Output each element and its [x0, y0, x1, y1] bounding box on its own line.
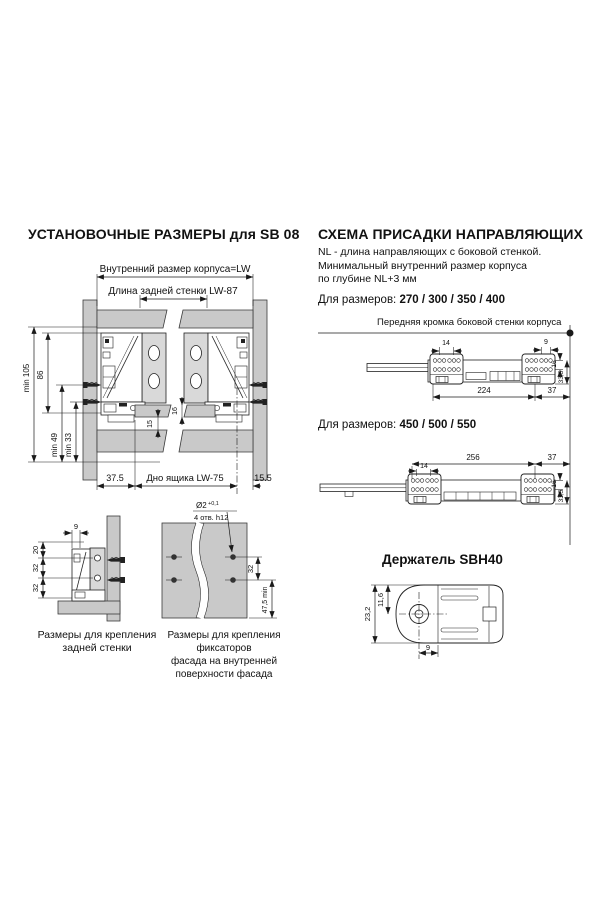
callout-holes: 4 отв. h12: [194, 513, 229, 522]
dim-back-32-lower: 32: [31, 583, 40, 593]
dim-facade-32: 32: [246, 564, 255, 574]
facade-fixing-drawing: [162, 501, 277, 618]
dim-min-49: min 49: [50, 432, 59, 458]
dim-15: 15: [147, 420, 154, 428]
holder-dim-9: 9: [425, 643, 431, 652]
front-edge-label: Передняя кромка боковой стенки корпуса: [377, 317, 562, 328]
callout-diameter: Ø2: [196, 501, 207, 510]
dim-min-33: min 33: [64, 432, 73, 458]
sizes-small-label: Для размеров:: [318, 294, 397, 306]
rail-large-dim-14: 14: [420, 463, 428, 470]
dim-37-5: 37.5: [106, 473, 124, 483]
dim-min-105: min 105: [22, 363, 31, 393]
right-section-title: СХЕМА ПРИСАДКИ НАПРАВЛЯЮЩИХ: [318, 226, 584, 242]
dim-inner-width: Внутренний размер корпуса=LW: [99, 264, 251, 275]
holder-dim-23-2: 23,2: [363, 606, 372, 622]
dim-16: 16: [172, 407, 179, 415]
callout-tolerance: +0,1: [208, 501, 219, 507]
holder-title: Держатель SBH40: [382, 552, 503, 567]
rail-small-dim-14: 14: [442, 340, 450, 347]
holder-drawing: [363, 585, 503, 659]
dim-back-9: 9: [73, 522, 79, 531]
rail-small-dim-224: 224: [477, 386, 491, 395]
rail-small-dim-37: 37: [547, 386, 557, 395]
back-wall-caption-line1: Размеры для крепления: [37, 629, 157, 641]
back-wall-caption-line2: задней стенки: [62, 642, 132, 654]
left-section-title: УСТАНОВОЧНЫЕ РАЗМЕРЫ для SB 08: [28, 226, 300, 242]
note-line-2: Минимальный внутренний размер корпуса: [318, 259, 527, 272]
main-cross-section-drawing: [22, 264, 272, 494]
dim-drawer-bottom: Дно ящика LW-75: [146, 473, 224, 484]
note-line-1: NL - длина направляющих с боковой стенкой.: [318, 246, 542, 258]
rail-small-drawing: [318, 325, 574, 545]
front-edge-dot: [567, 330, 574, 337]
rail-small-dim-33-5: 33,5: [558, 370, 565, 384]
rail-large-dim-16: 16: [551, 480, 558, 488]
rail-small-dim-16: 16: [551, 360, 558, 368]
rail-large-dim-33-5: 33,5: [558, 489, 565, 503]
dim-back-20: 20: [31, 545, 40, 555]
facade-caption-line1: Размеры для крепления фиксаторов: [167, 630, 281, 654]
holder-dim-11-6: 11,6: [376, 592, 385, 608]
rail-large-dim-256: 256: [466, 453, 480, 462]
dim-back-32-upper: 32: [31, 563, 40, 573]
rail-large-dim-37: 37: [547, 453, 557, 462]
dim-86: 86: [36, 370, 45, 380]
facade-caption-line2: фасада на внутренней: [170, 656, 278, 667]
sizes-small-value: 270 / 300 / 350 / 400: [399, 294, 505, 306]
sizes-large-value: 450 / 500 / 550: [399, 419, 477, 431]
dim-back-wall-length: Длина задней стенки LW-87: [108, 286, 238, 297]
dim-facade-47-5: 47,5 min: [262, 586, 269, 614]
note-line-3: по глубине NL+3 мм: [318, 273, 417, 285]
back-wall-fixing-drawing: [31, 516, 125, 621]
rail-large-drawing: [320, 453, 570, 504]
sizes-large-label: Для размеров:: [318, 419, 397, 431]
rail-small-dim-9: 9: [544, 339, 548, 346]
dim-15-5: 15.5: [254, 473, 272, 483]
facade-caption-line3: поверхности фасада: [175, 669, 273, 680]
